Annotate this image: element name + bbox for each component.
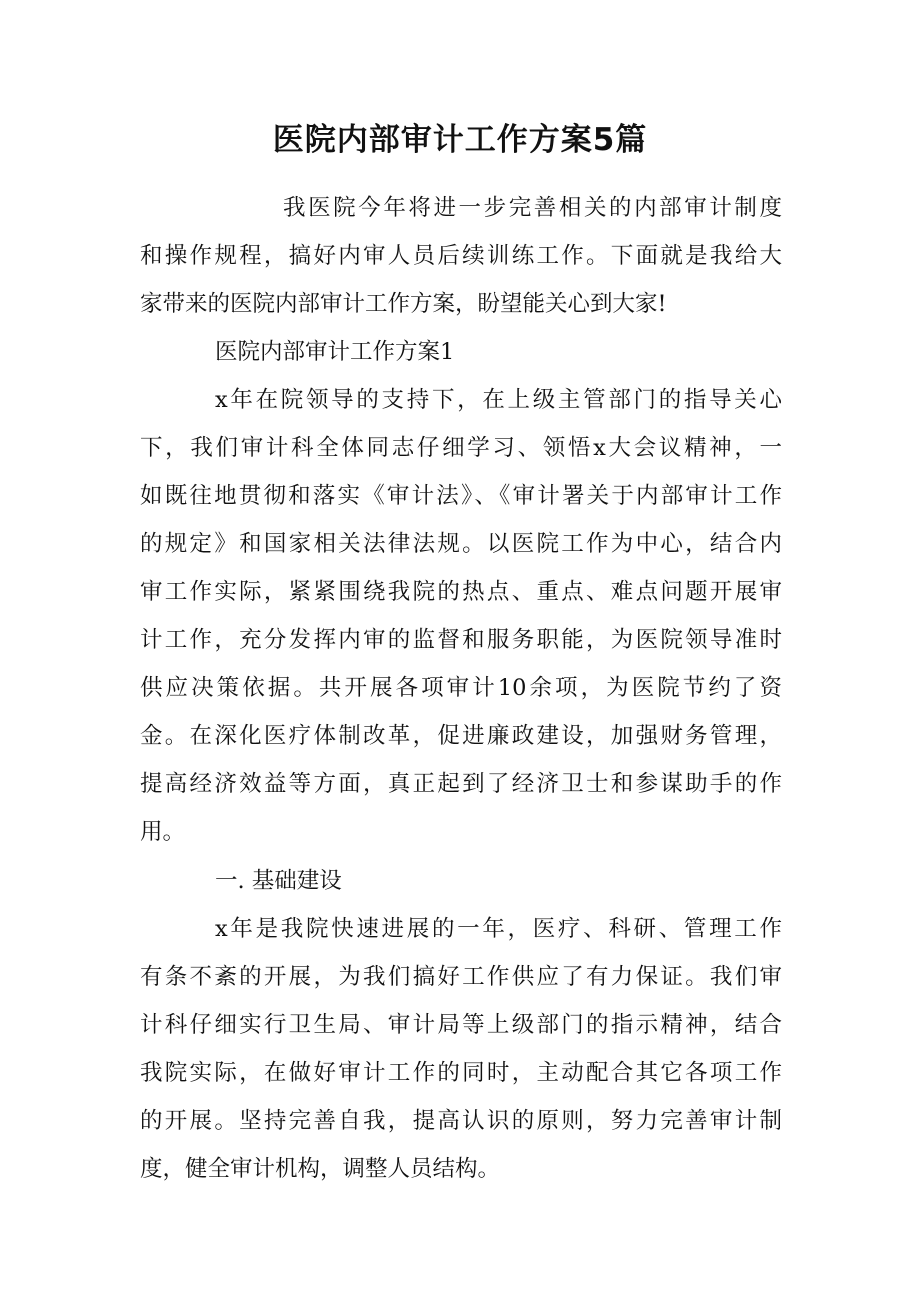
para2-line-2: 有条不紊的开展，为我们搞好工作供应了有力保证。我们审 [140,964,782,990]
para1-line-8: 金。在深化医疗体制改革，促进廉政建设，加强财务管理， [140,723,782,749]
para1-line-9: 提高经济效益等方面，真正起到了经济卫士和参谋助手的作 [140,771,782,797]
para1-line-7: 供应决策依据。共开展各项审计10余项，为医院节约了资 [140,675,782,701]
para1-line-6: 计工作，充分发挥内审的监督和服务职能，为医院领导准时 [140,627,782,653]
para2-line-5: 的开展。坚持完善自我，提高认识的原则，努力完善审计制 [140,1108,782,1134]
para2-line-6: 度，健全审计机构，调整人员结构。 [140,1156,501,1182]
subheading-basic-construction: 一. 基础建设 [215,868,342,894]
para1-line-4: 的规定》和国家相关法律法规。以医院工作为中心，结合内 [140,531,782,557]
para2-line-4: 我院实际，在做好审计工作的同时，主动配合其它各项工作 [140,1060,782,1086]
section-heading-1: 医院内部审计工作方案1 [215,339,455,365]
document-title: 医院内部审计工作方案5篇 [272,122,648,158]
para1-line-3: 如既往地贯彻和落实《审计法》、《审计署关于内部审计工作 [140,483,782,509]
para1-line-2: 下，我们审计科全体同志仔细学习、领悟x大会议精神，一 [140,435,782,461]
para1-line-1: x年在院领导的支持下，在上级主管部门的指导关心 [215,387,782,413]
intro-line-3: 家带来的医院内部审计工作方案，盼望能关心到大家! [140,291,667,317]
para1-line-10: 用。 [140,819,186,845]
para2-line-1: x年是我院快速进展的一年，医疗、科研、管理工作 [215,916,782,942]
intro-line-2: 和操作规程，搞好内审人员后续训练工作。下面就是我给大 [140,243,782,269]
intro-line-1: 我医院今年将进一步完善相关的内部审计制度 [283,195,782,221]
para2-line-3: 计科仔细实行卫生局、审计局等上级部门的指示精神，结合 [140,1012,782,1038]
para1-line-5: 审工作实际，紧紧围绕我院的热点、重点、难点问题开展审 [140,579,782,605]
